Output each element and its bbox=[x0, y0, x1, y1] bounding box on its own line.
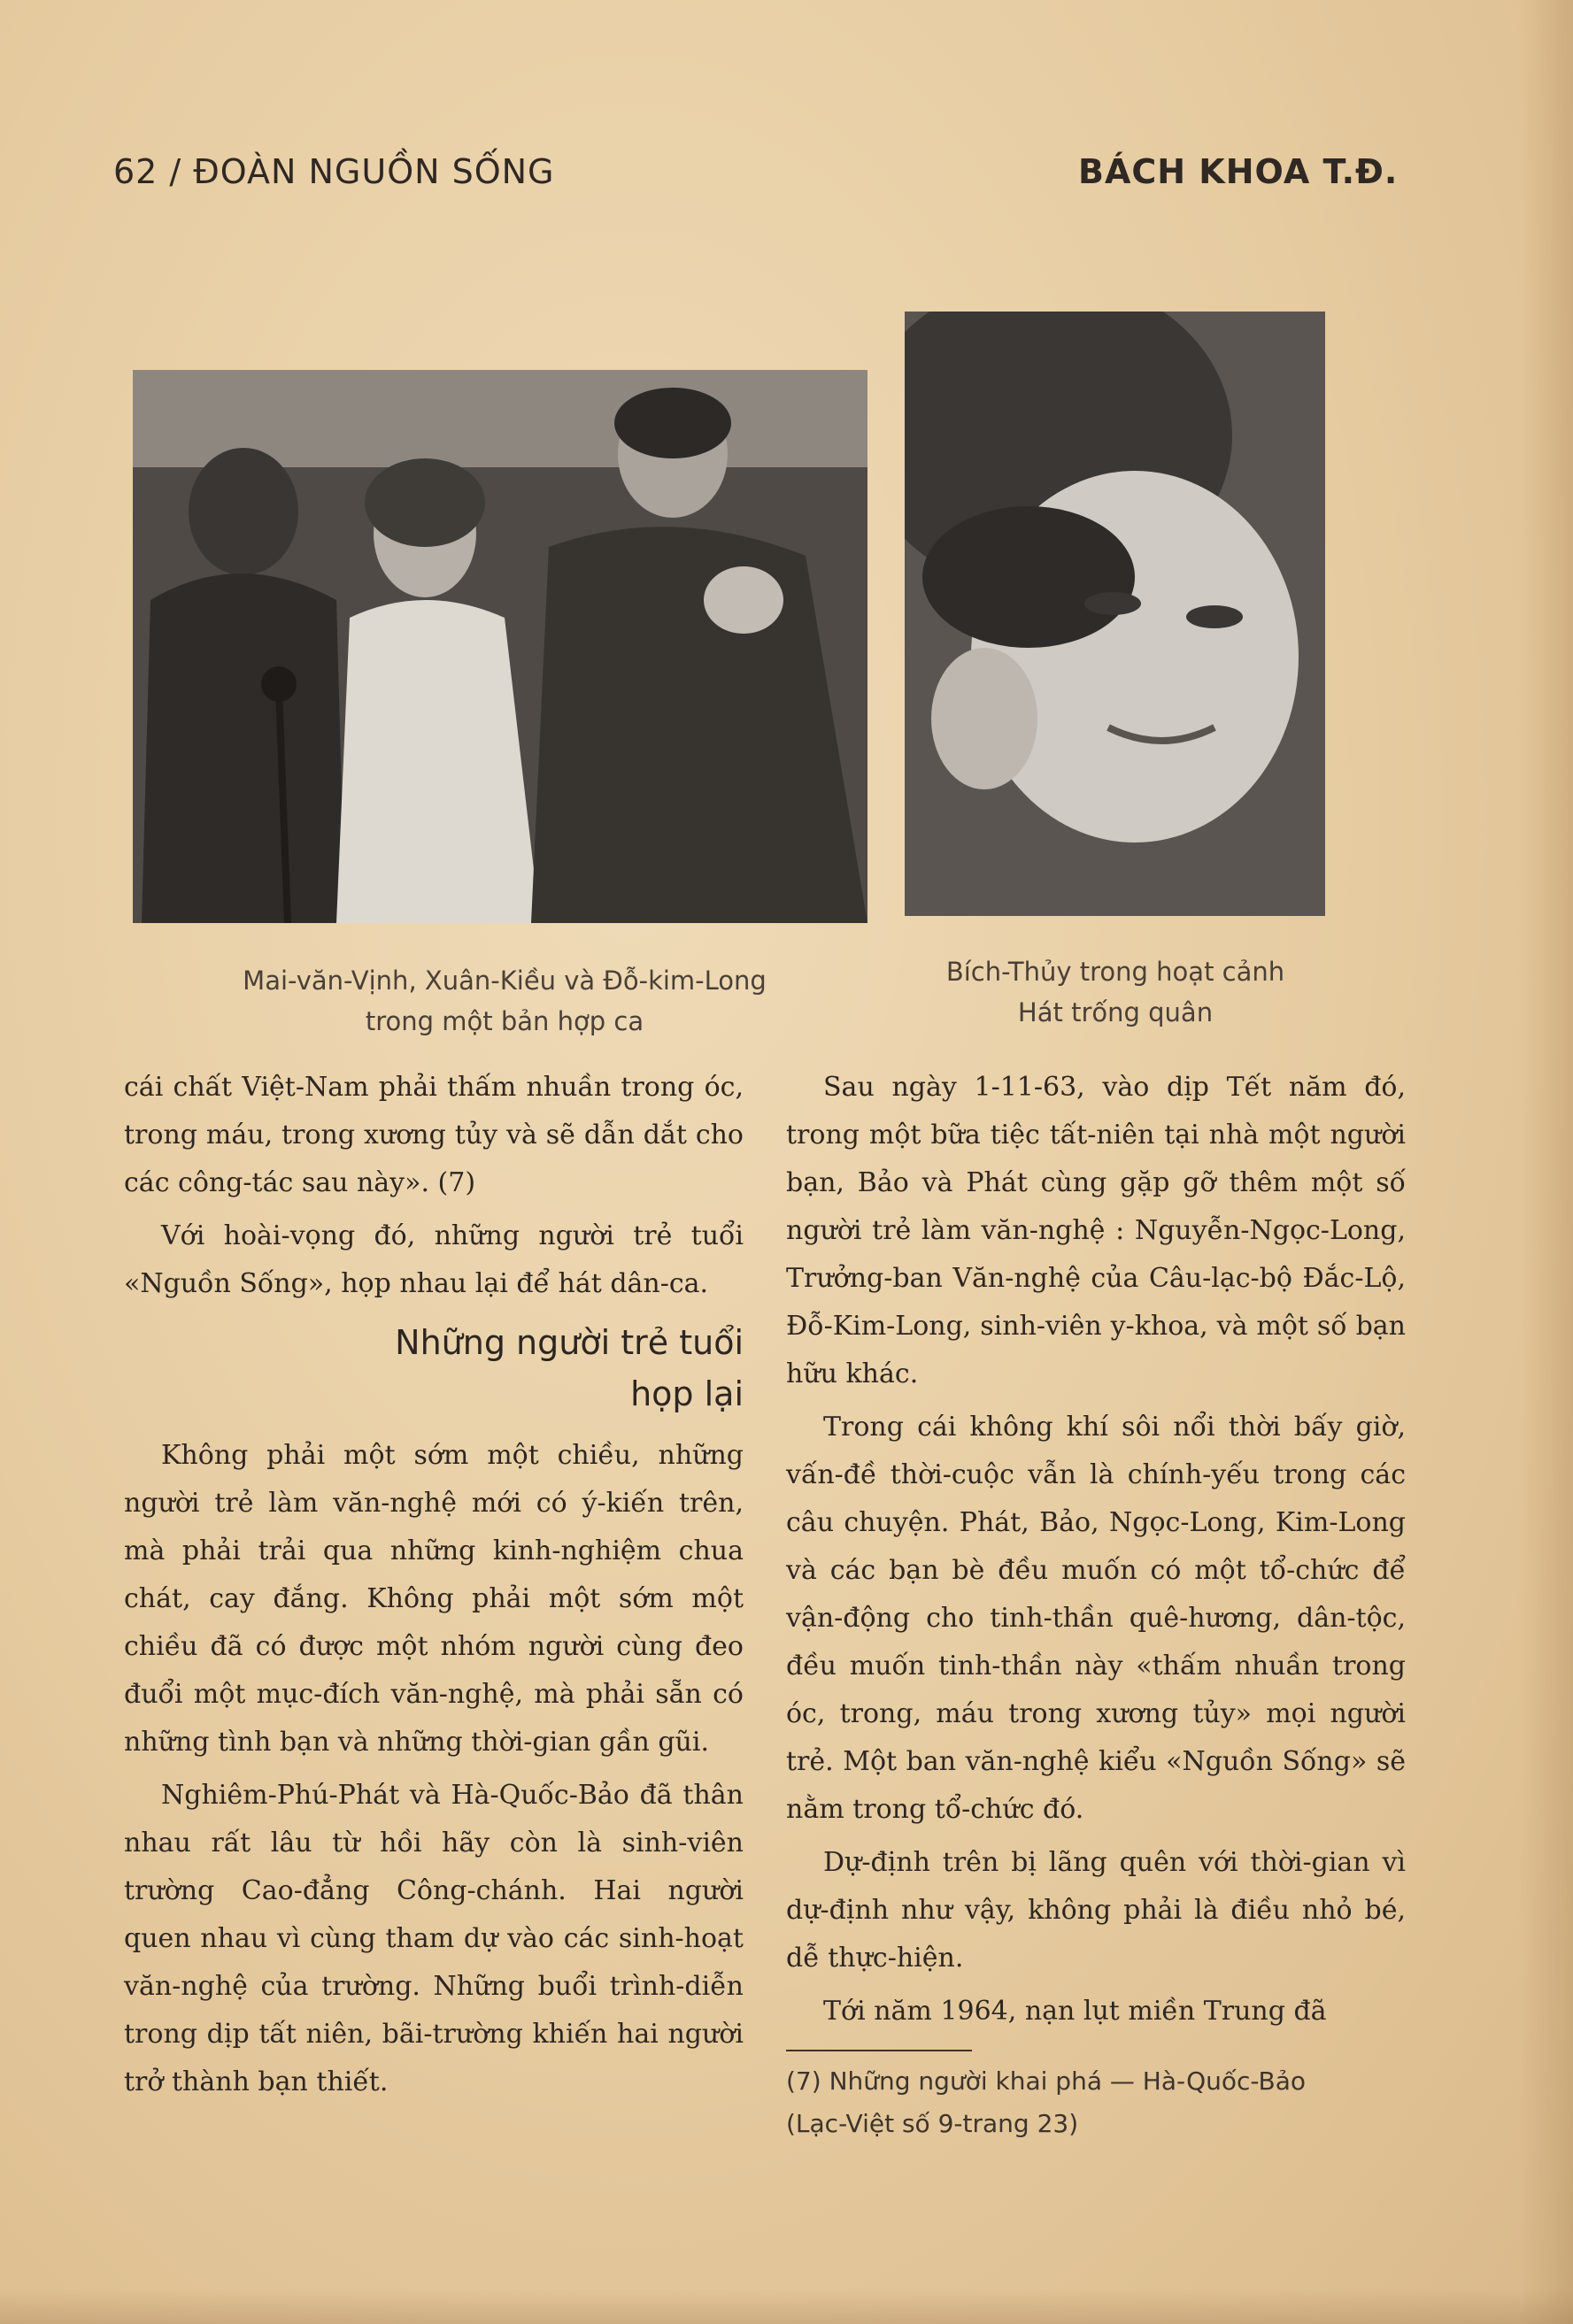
left-caption-line1: Mai-văn-Vịnh, Xuân-Kiều và Đỗ-kim-Long bbox=[243, 966, 767, 996]
group-singing-photo bbox=[133, 370, 867, 923]
section-heading bbox=[124, 1317, 744, 1420]
left-paragraph-2: Với hoài-vọng đó, những người trẻ tuổi «Nguồn Sống», họp nhau lại để hát dân-ca. bbox=[124, 1220, 744, 1299]
left-caption-line2: trong một bản hợp ca bbox=[365, 1006, 644, 1036]
right-caption-line2: Hát trống quân bbox=[1017, 997, 1214, 1027]
right-paragraph-3: Dự-định trên bị lãng quên với thời-gian vì dự-định như vậy, không phải là điều nhỏ bé, dễ thực-hiện. bbox=[786, 1847, 1406, 1974]
left-photo-caption bbox=[142, 960, 867, 1042]
portrait-image bbox=[905, 312, 1325, 916]
heading-line2: họp lại bbox=[630, 1374, 744, 1413]
page-edge-shadow bbox=[1520, 0, 1573, 2324]
footnote-divider bbox=[786, 2050, 972, 2051]
footnote-line1: (7) Những người khai phá — Hà-Quốc-Bảo bbox=[786, 2066, 1307, 2096]
left-text-column bbox=[124, 1064, 744, 2112]
right-paragraph-2: Trong cái không khí sôi nổi thời bấy giờ, vấn-đề thời-cuộc vẫn là chính-yếu trong các câu chuyện. Phát, Bảo, Ngọc-Long, Kim-Long và các bạn bè đều muốn có một tổ-chức để vận-động cho tinh-thần quê-hương, dân-tộc, đều muốn tinh-thần này «thấm nhuần trong óc, trong, máu trong xương tủy» mọi người trẻ. Một ban văn-nghệ kiểu «Nguồn Sống» sẽ nằm trong tổ-chức đó. bbox=[786, 1412, 1406, 1825]
right-paragraph-4: Tới năm 1964, nạn lụt miền Trung đã bbox=[823, 1996, 1327, 2027]
portrait-photo bbox=[905, 312, 1325, 916]
page-bottom-shadow bbox=[0, 2289, 1573, 2324]
right-caption-line1: Bích-Thủy trong hoạt cảnh bbox=[945, 957, 1285, 987]
right-text-column bbox=[786, 1064, 1406, 2145]
left-paragraph-4: Nghiêm-Phú-Phát và Hà-Quốc-Bảo đã thân nhau rất lâu từ hồi hãy còn là sinh-viên trường Cao-đẳng Công-chánh. Hai người quen nhau vì cùng tham dự vào các sinh-hoạt văn-nghệ của trường. Những buổi trình-diễn trong dịp tất niên, bãi-trường khiến hai người trở thành bạn thiết. bbox=[124, 1780, 744, 2097]
footnote bbox=[786, 2060, 1406, 2145]
group-singing-image bbox=[133, 370, 867, 923]
page-header-left: 62 / ĐOÀN NGUỒN SỐNG bbox=[113, 152, 555, 191]
left-paragraph-1: cái chất Việt-Nam phải thấm nhuần trong óc, trong máu, trong xương tủy và sẽ dẫn dắt cho các công-tác sau này». (7) bbox=[124, 1072, 744, 1198]
left-paragraph-3: Không phải một sớm một chiều, những người trẻ làm văn-nghệ mới có ý-kiến trên, mà phải trải qua những kinh-nghiệm chua chát, cay đắng. Không phải một sớm một chiều đã có được một nhóm người cùng đeo đuổi một mục-đích văn-nghệ, mà phải sẵn có những tình bạn và những thời-gian gần gũi. bbox=[124, 1440, 744, 1758]
right-paragraph-1: Sau ngày 1-11-63, vào dịp Tết năm đó, trong một bữa tiệc tất-niên tại nhà một người bạn, Bảo và Phát cùng gặp gỡ thêm một số người trẻ làm văn-nghệ : Nguyễn-Ngọc-Long, Trưởng-ban Văn-nghệ của Câu-lạc-bộ Đắc-Lộ, Đỗ-Kim-Long, sinh-viên y-khoa, và một số bạn hữu khác. bbox=[786, 1072, 1406, 1389]
heading-line1: Những người trẻ tuổi bbox=[395, 1323, 744, 1362]
footnote-line2: (Lạc-Việt số 9-trang 23) bbox=[786, 2109, 1079, 2138]
page-header-publication: BÁCH KHOA T.Đ. bbox=[1078, 152, 1399, 191]
right-photo-caption bbox=[921, 951, 1310, 1033]
